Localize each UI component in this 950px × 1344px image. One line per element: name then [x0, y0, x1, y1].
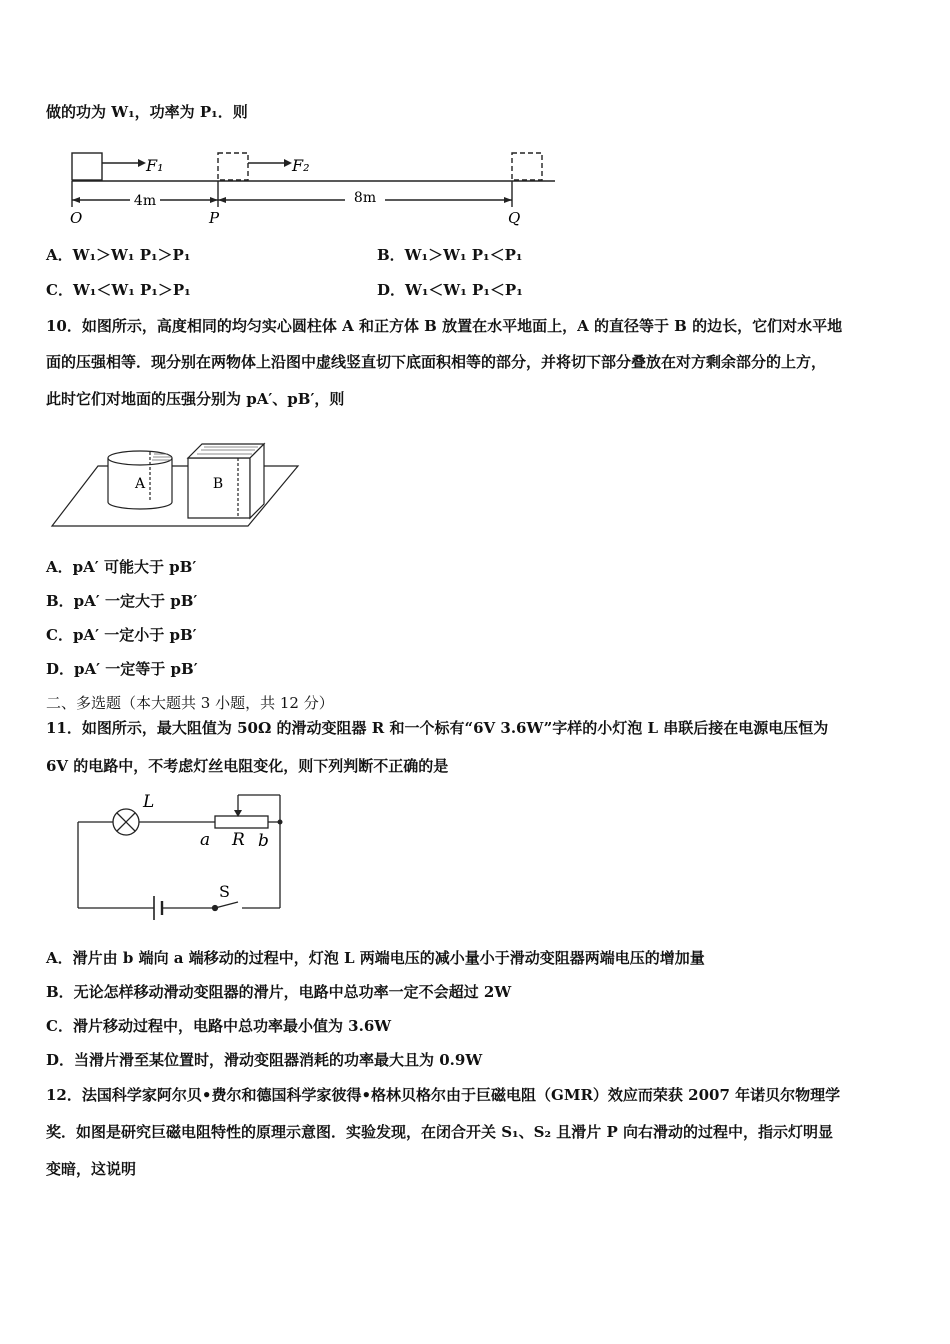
label-q: Q [508, 209, 521, 227]
q12-stem-line-1: 12．法国科学家阿尔贝•费尔和德国科学家彼得•格林贝格尔由于巨磁电阻（GMR）效应而荣获 2007 年诺贝尔物理学 [46, 1086, 841, 1104]
label-f1: F₁ [146, 156, 164, 175]
q10-option-b: B．pA′ 一定大于 pB′ [46, 592, 198, 610]
label-p: P [209, 209, 220, 227]
label-b: b [258, 831, 269, 851]
cube-b-side [250, 444, 264, 518]
label-4m: 4m [133, 193, 157, 209]
block-at-o [72, 153, 102, 180]
q10-stem-line-2: 面的压强相等．现分别在两物体上沿图中虚线竖直切下底面积相等的部分，并将切下部分叠放在对方剩余部分的上方， [46, 353, 827, 371]
q11-option-a: A．滑片由 b 端向 a 端移动的过程中，灯泡 L 两端电压的减小量小于滑动变阻器两端电压的增加量 [46, 949, 705, 967]
label-a: A [134, 476, 146, 492]
block-at-q [512, 153, 542, 180]
q12-stem-line-2: 奖．如图是研究巨磁电阻特性的原理示意图．实验发现，在闭合开关 S₁、S₂ 且滑片 P 向右滑动的过程中，指示灯明显 [46, 1123, 833, 1141]
label-f2: F₂ [292, 156, 310, 175]
q11-option-c: C．滑片移动过程中，电路中总功率最小值为 3.6W [46, 1017, 392, 1035]
q10-stem-line-1: 10．如图所示，高度相同的均匀实心圆柱体 A 和正方体 B 放置在水平地面上，A 的直径等于 B 的边长，它们对水平地 [46, 317, 843, 335]
q12-stem-line-3: 变暗，这说明 [46, 1160, 137, 1178]
label-l: L [143, 792, 155, 812]
q9-option-b: B．W₁＞W₁ P₁＜P₁ [377, 246, 523, 264]
q11-stem-line-2: 6V 的电路中，不考虑灯丝电阻变化，则下列判断不正确的是 [46, 757, 449, 775]
q10-option-d: D．pA′ 一定等于 pB′ [46, 660, 198, 678]
q11-option-d: D．当滑片滑至某位置时，滑动变阻器消耗的功率最大且为 0.9W [46, 1051, 483, 1069]
q9-option-c: C．W₁＜W₁ P₁＞P₁ [46, 281, 191, 299]
label-b: B [212, 476, 224, 492]
section-2-heading: 二、多选题（本大题共 3 小题，共 12 分） [46, 694, 334, 712]
label-s: S [219, 882, 230, 901]
q10-option-c: C．pA′ 一定小于 pB′ [46, 626, 197, 644]
q11-figure-circuit [70, 790, 290, 920]
label-a: a [200, 830, 211, 850]
q10-option-a: A．pA′ 可能大于 pB′ [46, 558, 197, 576]
q9-option-d: D．W₁＜W₁ P₁＜P₁ [377, 281, 523, 299]
q9-option-a: A．W₁＞W₁ P₁＞P₁ [46, 246, 191, 264]
q11-option-b: B．无论怎样移动滑动变阻器的滑片，电路中总功率一定不会超过 2W [46, 983, 512, 1001]
q10-stem-line-3: 此时它们对地面的压强分别为 pA′、pB′，则 [46, 390, 345, 408]
block-at-p [218, 153, 248, 180]
label-o: O [70, 209, 83, 227]
q11-stem-line-1: 11．如图所示，最大阻值为 50Ω 的滑动变阻器 R 和一个标有“6V 3.6W”字样的小灯泡 L 串联后接在电源电压恒为 [46, 719, 829, 737]
q10-figure-cylinder-cube [50, 438, 302, 530]
rheostat-r [215, 816, 268, 828]
q9-figure-force-diagram [60, 145, 560, 230]
label-r: R [232, 830, 245, 850]
switch-s [215, 902, 238, 908]
label-8m: 8m [353, 190, 377, 206]
q9-intro: 做的功为 W₁，功率为 P₁．则 [46, 103, 248, 121]
